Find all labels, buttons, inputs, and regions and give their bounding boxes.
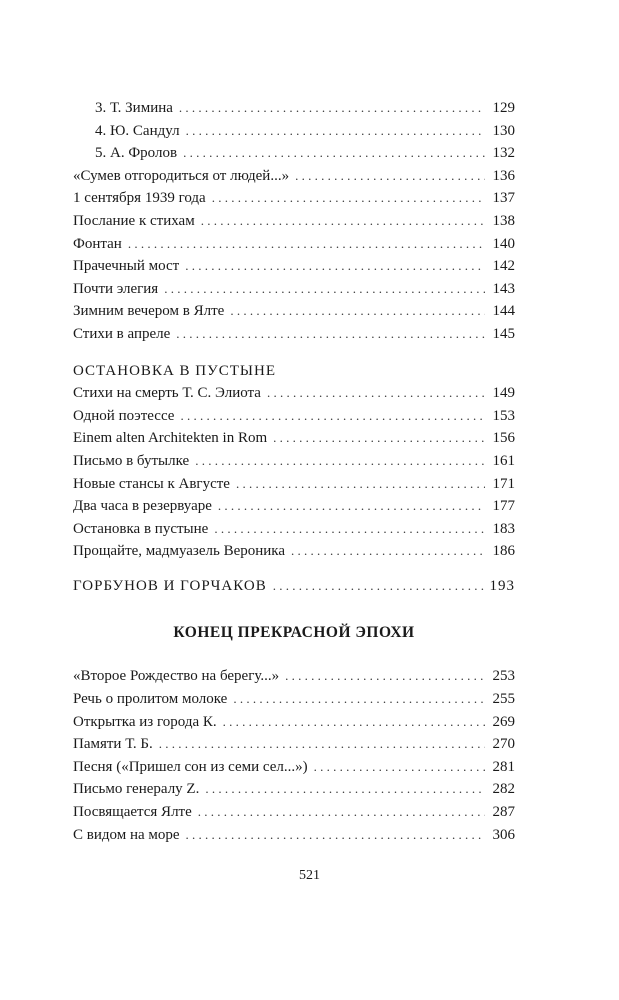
dot-leader — [128, 233, 485, 256]
dot-leader — [295, 165, 485, 188]
toc-entry — [73, 323, 515, 346]
dot-leader — [273, 575, 485, 598]
toc-entry — [73, 495, 515, 518]
toc-entry — [73, 824, 515, 847]
dot-leader — [273, 427, 485, 450]
entry-page: 186 — [492, 543, 515, 560]
entry-title: Речь о пролитом молоке — [73, 691, 228, 708]
entry-page: 140 — [492, 235, 515, 252]
toc-entry — [73, 382, 515, 405]
toc-entry — [73, 142, 515, 165]
entry-page: 270 — [492, 736, 515, 753]
part-title: КОНЕЦ ПРЕКРАСНОЙ ЭПОХИ — [173, 624, 415, 642]
dot-leader — [314, 756, 485, 779]
toc-entry — [73, 756, 515, 779]
entry-page: 193 — [489, 577, 515, 594]
entry-title: Прачечный мост — [73, 258, 180, 275]
dot-leader — [176, 323, 485, 346]
entry-title: «Сумев отгородиться от людей...» — [73, 167, 290, 184]
entry-page: 287 — [492, 804, 515, 821]
dot-leader — [291, 540, 485, 563]
entry-title: 5. А. Фролов — [95, 145, 178, 162]
entry-title: С видом на море — [73, 826, 180, 843]
toc-major-entry — [73, 575, 515, 598]
toc-entry — [73, 97, 515, 120]
dot-leader — [185, 255, 485, 278]
entry-title: 4. Ю. Сандул — [95, 122, 180, 139]
page-number: 521 — [299, 868, 320, 883]
toc-entry — [73, 665, 515, 688]
dot-leader — [205, 778, 485, 801]
toc-entry — [73, 733, 515, 756]
entry-page: 156 — [492, 430, 515, 447]
entry-page: 306 — [492, 826, 515, 843]
dot-leader — [230, 300, 485, 323]
dot-leader — [236, 473, 485, 496]
toc-entry — [73, 165, 515, 188]
entry-title: 3. Т. Зимина — [95, 100, 173, 116]
dot-leader — [186, 824, 485, 847]
entry-page: 143 — [492, 280, 515, 297]
entry-title: Песня («Пришел сон из семи сел...») — [73, 758, 308, 775]
toc-entry — [73, 255, 515, 278]
dot-leader — [180, 405, 485, 428]
dot-leader — [233, 688, 485, 711]
toc-entry — [73, 540, 515, 563]
entry-page: 253 — [492, 668, 515, 685]
toc-group — [73, 665, 515, 846]
entry-page: 269 — [492, 713, 515, 730]
entry-title: «Второе Рождество на берегу...» — [73, 668, 280, 685]
dot-leader — [223, 711, 485, 734]
toc-entry — [73, 120, 515, 143]
entry-title: Открытка из города К. — [73, 713, 217, 730]
entry-title: Послание к стихам — [73, 212, 195, 229]
entry-page: 132 — [492, 145, 515, 162]
entry-title: Памяти Т. Б. — [73, 736, 153, 753]
entry-page: 282 — [492, 781, 515, 798]
toc-entry — [73, 801, 515, 824]
toc-entry — [73, 187, 515, 210]
toc-entry — [73, 778, 515, 801]
toc-entry — [73, 233, 515, 256]
entry-title: Новые стансы к Августе — [73, 475, 230, 492]
entry-page: 281 — [492, 758, 515, 775]
entry-title: 1 сентября 1939 года — [73, 190, 206, 207]
toc-entry — [73, 427, 515, 450]
table-of-contents — [73, 97, 515, 846]
entry-page: 136 — [492, 167, 515, 184]
toc-entry — [73, 688, 515, 711]
entry-title: Прощайте, мадмуазель Вероника — [73, 543, 286, 560]
entry-page: 183 — [492, 520, 515, 537]
entry-title: Одной поэтессе — [73, 407, 175, 424]
entry-title: Einem alten Architekten in Rom — [73, 430, 268, 447]
toc-group — [73, 382, 515, 563]
dot-leader — [183, 142, 485, 165]
entry-title: Зимним вечером в Ялте — [73, 303, 225, 320]
entry-page: 149 — [492, 385, 515, 402]
toc-entry — [73, 278, 515, 301]
entry-page: 177 — [492, 498, 515, 515]
toc-group — [73, 97, 515, 346]
toc-entry — [73, 473, 515, 496]
toc-entry — [73, 450, 515, 473]
entry-title: Остановка в пустыне — [73, 520, 209, 537]
toc-entry — [73, 405, 515, 428]
dot-leader — [212, 187, 485, 210]
entry-page: 130 — [492, 122, 515, 139]
entry-page: 138 — [492, 212, 515, 229]
entry-page: 255 — [492, 691, 515, 708]
dot-leader — [285, 665, 485, 688]
dot-leader — [164, 278, 485, 301]
toc-entry — [73, 300, 515, 323]
entry-page: 142 — [492, 258, 515, 275]
entry-page: 161 — [492, 452, 515, 469]
entry-page: 171 — [492, 475, 515, 492]
dot-leader — [201, 210, 485, 233]
dot-leader — [218, 495, 485, 518]
entry-title: Два часа в резервуаре — [73, 498, 212, 515]
toc-entry — [73, 518, 515, 541]
toc-entry — [73, 711, 515, 734]
entry-page: 129 — [492, 100, 515, 116]
entry-title: Почти элегия — [73, 280, 159, 297]
dot-leader — [159, 733, 485, 756]
dot-leader — [198, 801, 485, 824]
entry-title: Посвящается Ялте — [73, 804, 192, 821]
entry-title: Письмо генералу Z. — [73, 781, 200, 798]
entry-title: Стихи в апреле — [73, 325, 171, 342]
entry-title: Письмо в бутылке — [73, 452, 190, 469]
entry-title: ГОРБУНОВ И ГОРЧАКОВ — [73, 577, 267, 594]
entry-page: 145 — [492, 325, 515, 342]
entry-page: 144 — [492, 303, 515, 320]
entry-title: Стихи на смерть Т. С. Элиота — [73, 385, 261, 402]
dot-leader — [214, 518, 485, 541]
dot-leader — [195, 450, 485, 473]
entry-page: 153 — [492, 407, 515, 424]
dot-leader — [186, 120, 485, 143]
dot-leader — [267, 382, 485, 405]
entry-title: Фонтан — [73, 235, 122, 252]
section-heading: ОСТАНОВКА В ПУСТЫНЕ — [73, 362, 276, 379]
dot-leader — [179, 97, 485, 120]
toc-entry — [73, 210, 515, 233]
entry-page: 137 — [492, 190, 515, 207]
